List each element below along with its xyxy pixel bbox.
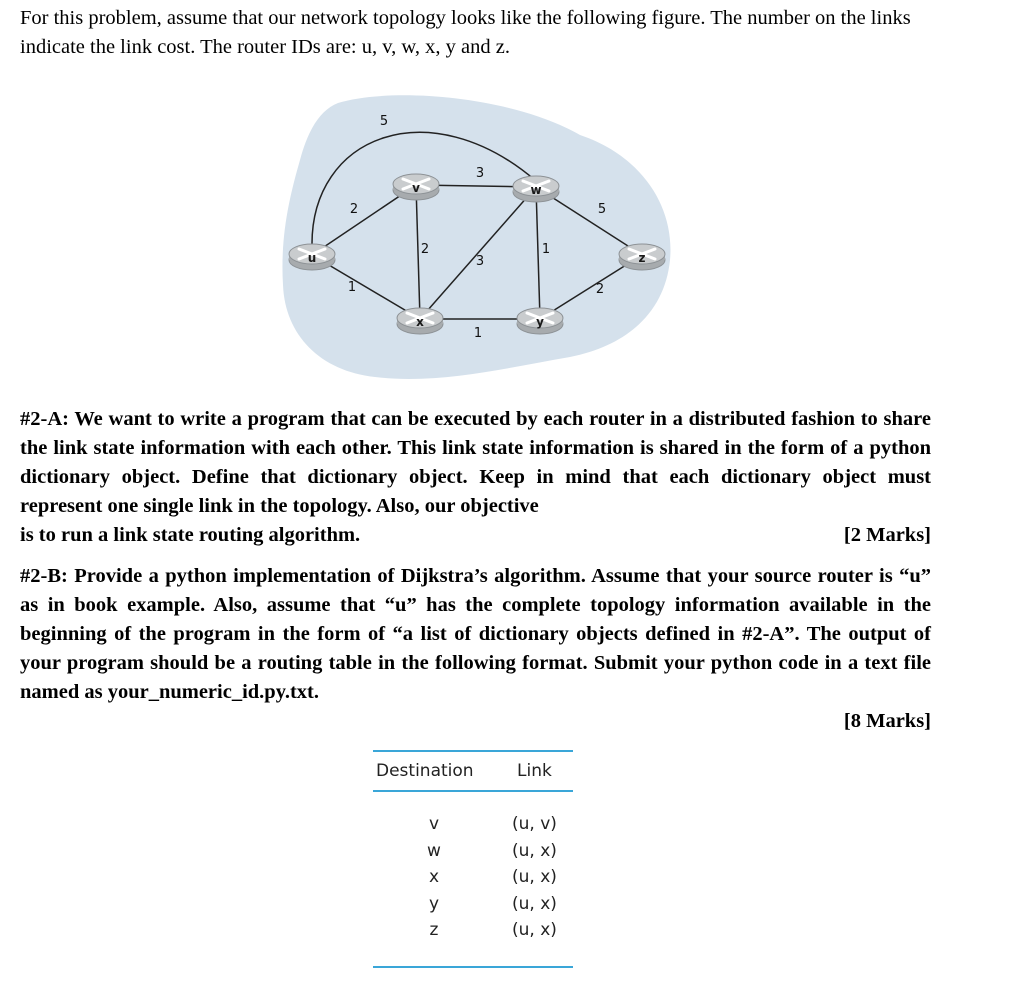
question-2a-text: #2-A: We want to write a program that can be executed by each router in a distributed fashion to share the link state information with each other. This link state information is shared in the form of a python dictionary object. Define that dictionary object. Keep in mind that each dictionary object must represent one single link in the topology. Also, our objective (20, 408, 931, 517)
intro-paragraph: For this problem, assume that our network topology looks like the following figure. The number on the links indicate the link cost. The router IDs are: u, v, w, x, y and z. (20, 7, 911, 58)
link-cost-x-w: 3 (475, 254, 485, 269)
destination-cell: x (428, 867, 440, 887)
link-cost-w-z: 5 (597, 202, 607, 217)
link-cost-u-v: 2 (349, 202, 359, 217)
link-header: Link (517, 761, 552, 781)
destination-cell: v (428, 814, 440, 834)
link-cost-u-x: 1 (347, 280, 357, 295)
link-cost-y-z: 2 (595, 282, 605, 297)
svg-text:x: x (416, 315, 424, 329)
router-y (517, 308, 563, 334)
question-2a (20, 405, 931, 550)
router-z (619, 244, 665, 270)
link-cost-v-w: 3 (475, 166, 485, 181)
link-cost-x-y: 1 (473, 326, 483, 341)
svg-text:y: y (536, 315, 544, 329)
link-cell: (u, x) (512, 893, 557, 914)
router-w (513, 176, 559, 202)
svg-text:w: w (530, 183, 542, 197)
question-2b-text: #2-B: Provide a python implementation of Dijkstra’s algorithm. Assume that your source router is “u” as in book example. Also, assume that “u” has the complete topology information available in the beginning of the program in the form of “a list of dictionary objects defined in #2-A”. The output of your program should be a routing table in the following format. Submit your python code in a text file named as your_numeric_id.py.txt. (20, 565, 931, 703)
link-cell: (u, v) (512, 814, 557, 834)
link-cell: (u, x) (512, 867, 557, 887)
link-cell: (u, x) (512, 920, 557, 940)
table-row (373, 894, 573, 921)
destination-header: Destination (376, 761, 474, 781)
table-row (373, 920, 573, 947)
router-v (393, 174, 439, 200)
svg-text:u: u (307, 251, 317, 265)
link-cost-u-w: 5 (379, 114, 389, 129)
question-2b (20, 562, 931, 736)
question-2b-marks: [8 Marks] (843, 710, 931, 732)
question-2a-last-line: is to run a link state routing algorithm. (20, 524, 361, 546)
table-row (373, 867, 573, 894)
table-body (373, 814, 573, 947)
destination-cell: y (428, 893, 440, 914)
link-cell: (u, x) (512, 840, 557, 861)
router-u (289, 244, 335, 270)
table-header-rule (373, 790, 573, 792)
router-x (397, 308, 443, 334)
table-row (373, 814, 573, 841)
destination-cell: w (427, 840, 441, 861)
table-bottom-rule (373, 966, 573, 968)
question-2a-marks: [2 Marks] (843, 524, 931, 546)
link-cost-w-y: 1 (541, 242, 551, 257)
svg-text:z: z (638, 251, 646, 265)
network-topology-figure (280, 95, 680, 390)
table-top-rule (373, 750, 573, 752)
table-row (373, 841, 573, 868)
link-cost-v-x: 2 (420, 242, 430, 257)
svg-text:v: v (412, 181, 420, 195)
destination-cell: z (429, 920, 439, 940)
